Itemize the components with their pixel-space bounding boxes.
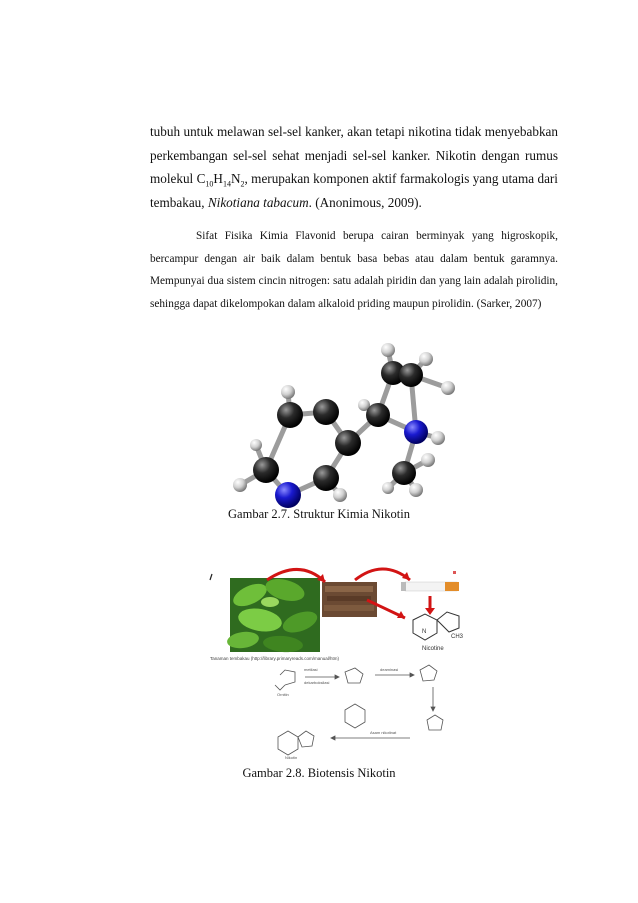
nicotine-label: Nicotine <box>422 646 444 652</box>
formula-sub-h: 14 <box>222 179 231 189</box>
ornithine-label: Ornitin <box>277 692 289 697</box>
paragraph-1-text-b: , merupakan komponen aktif farmakologis yang utama dari tembakau, <box>150 171 558 210</box>
paragraph-1-text-c: . (Anonimous, 2009). <box>308 194 422 210</box>
species-name: Nikotiana tabacum <box>207 194 309 210</box>
figure-caption-2: Gambar 2.8. Biotensis Nikotin <box>242 766 396 780</box>
reaction-scheme <box>275 665 443 755</box>
nicotine-n-label: N <box>422 629 427 635</box>
nicotine-ch3-label: CH3 <box>451 634 464 640</box>
step-deamination-label: deaminasi <box>380 667 399 672</box>
nicotinic-acid-label: Asam nikotinat <box>370 730 397 735</box>
formula-sub-c: 10 <box>205 179 214 189</box>
formula-n: N <box>230 171 241 187</box>
step-decarboxylation-label: dekarboksilasi <box>304 680 330 685</box>
body-paragraph-1 <box>150 120 558 214</box>
formula-h: H <box>213 171 223 187</box>
body-paragraph-2 <box>150 225 558 315</box>
mark-tick <box>210 574 212 580</box>
cigarette-image <box>401 571 459 591</box>
formula-sub-n: 2 <box>240 179 245 189</box>
paragraph-1-text-a: tubuh untuk melawan sel-sel kanker, akan tetapi nikotina tidak menyebabkan perkembangan sel-sel sehat menjadi sel-sel kanker. Nikotin dengan rumus molekul C <box>150 124 558 187</box>
biosynthesis-figure <box>205 560 470 760</box>
paragraph-2-text: Sifat Fisika Kimia Flavonid berupa cairan berminyak yang higroskopik, bercampur dengan air baik dalam bentuk basa bebas atau dalam bentuk garamnya. Mempunyai dua sistem cincin nitrogen: satu adalah piridin dan yang lain adalah pirolidin, sehingga dapat dikelompokan dalam alkaloid priding maupun pirolidin. (Sarker, 2007) <box>150 230 558 310</box>
nikotin-label: Nikotin <box>285 755 298 760</box>
nicotine-3d-model <box>228 335 468 510</box>
step-methylation-label: metilasi <box>304 667 318 672</box>
tobacco-plant-image <box>226 575 320 654</box>
figure-caption-1: Gambar 2.7. Struktur Kimia Nikotin <box>228 507 410 521</box>
source-caption: Tanaman tembakau (http://library.primaryreads.com/manual/htm) <box>210 656 339 661</box>
